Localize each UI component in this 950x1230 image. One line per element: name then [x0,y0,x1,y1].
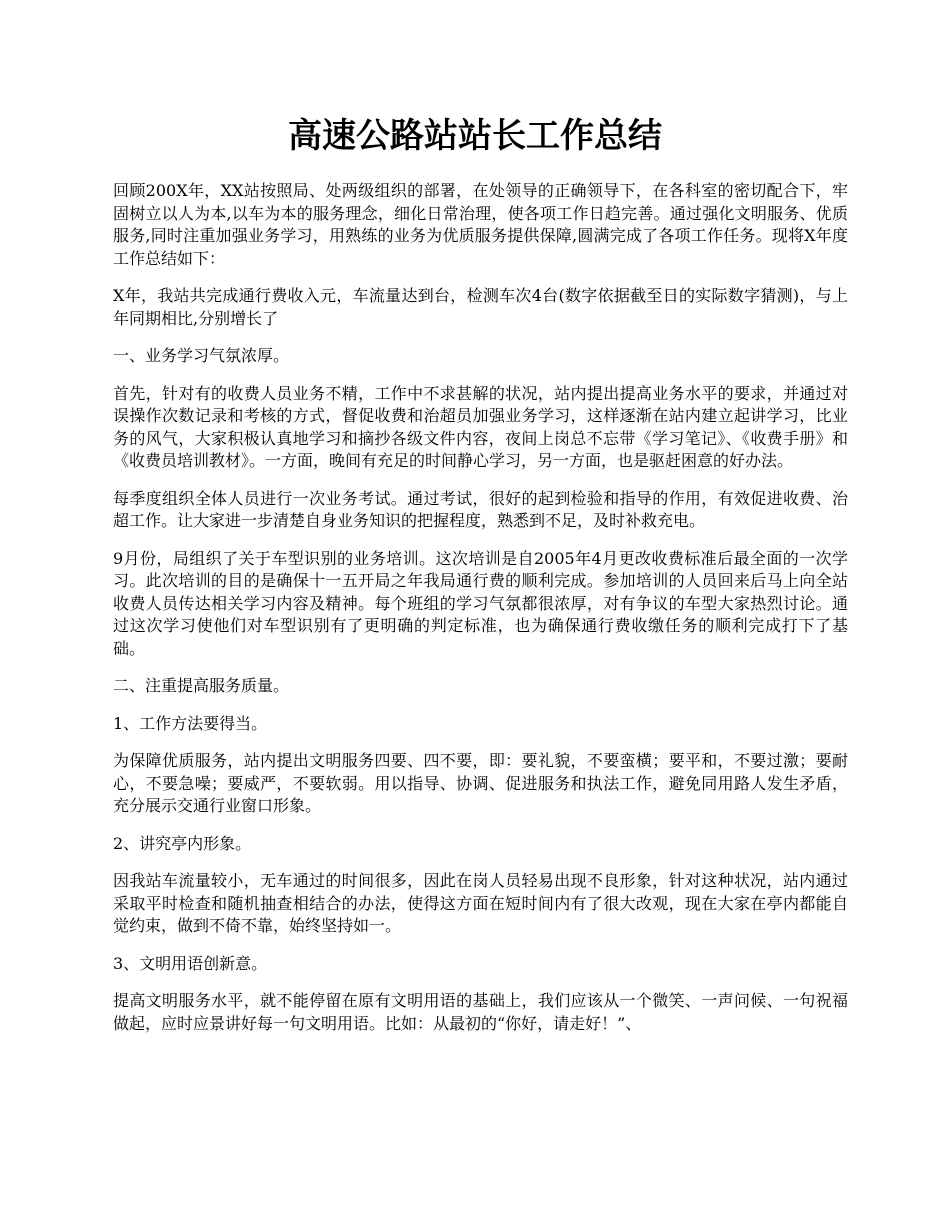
subheading-1: 1、工作方法要得当。 [113,713,268,733]
subheading-3: 3、文明用语创新意。 [113,953,268,973]
document-body [113,180,848,1050]
body-paragraph: 因我站车流量较小，无车通过的时间很多，因此在岗人员轻易出现不良形象，针对这种状况，站内通过采取平时检查和随机抽查相结合的办法，使得这方面在短时间内有了很大改观，现在大家在亭内都能自觉约束，做到不倚不靠，始终坚持如一。 [113,871,848,935]
body-paragraph: 每季度组织全体人员进行一次业务考试。通过考试，很好的起到检验和指导的作用，有效促进收费、治超工作。让大家进一步清楚自身业务知识的把握程度，熟悉到不足，及时补救充电。 [113,488,848,530]
body-paragraph: 9月份，局组织了关于车型识别的业务培训。这次培训是自2005年4月更改收费标准后最全面的一次学习。此次培训的目的是确保十一五开局之年我局通行费的顺利完成。参加培训的人员回来后马上向全站收费人员传达相关学习内容及精神。每个班组的学习气氛都很浓厚，对有争议的车型大家热烈讨论。通过这次学习使他们对车型识别有了更明确的判定标准，也为确保通行费收缴任务的顺利完成打下了基础。 [113,548,848,658]
section-heading-1: 一、业务学习气氛浓厚。 [113,346,290,365]
document-title: 高速公路站站长工作总结 [288,116,662,156]
subheading-2: 2、讲究亭内形象。 [113,833,252,853]
body-paragraph: 提高文明服务水平，就不能停留在原有文明用语的基础上，我们应该从一个微笑、一声问候、一句祝福做起，应时应景讲好每一句文明用语。比如：从最初的“你好，请走好！”、 [113,991,848,1033]
section-heading-2: 二、注重提高服务质量。 [113,676,290,695]
body-paragraph: 为保障优质服务，站内提出文明服务四要、四不要，即：要礼貌，不要蛮横；要平和，不要过激；要耐心，不要急噪；要威严，不要软弱。用以指导、协调、促进服务和执法工作，避免同用路人发生矛盾，充分展示交通行业窗口形象。 [113,751,848,815]
intro-paragraph: 回顾200X年，XX站按照局、处两级组织的部署，在处领导的正确领导下，在各科室的密切配合下，牢固树立以人为本,以车为本的服务理念，细化日常治理，使各项工作日趋完善。通过强化文明服务、优质服务,同时注重加强业务学习，用熟练的业务为优质服务提供保障,圆满完成了各项工作任务。现将X年度工作总结如下： [113,181,848,268]
body-paragraph: 首先，针对有的收费人员业务不精，工作中不求甚解的状况，站内提出提高业务水平的要求，并通过对误操作次数记录和考核的方式，督促收费和治超员加强业务学习，这样逐渐在站内建立起讲学习，比业务的风气，大家积极认真地学习和摘抄各级文件内容，夜间上岗总不忘带《学习笔记》、《收费手册》和《收费员培训教材》。一方面，晚间有充足的时间静心学习，另一方面，也是驱赶困意的好办法。 [113,383,848,470]
statistics-paragraph: X年，我站共完成通行费收入元，车流量达到台，检测车次4台(数字依据截至日的实际数字猜测)，与上年同期相比,分别增长了 [113,286,848,328]
